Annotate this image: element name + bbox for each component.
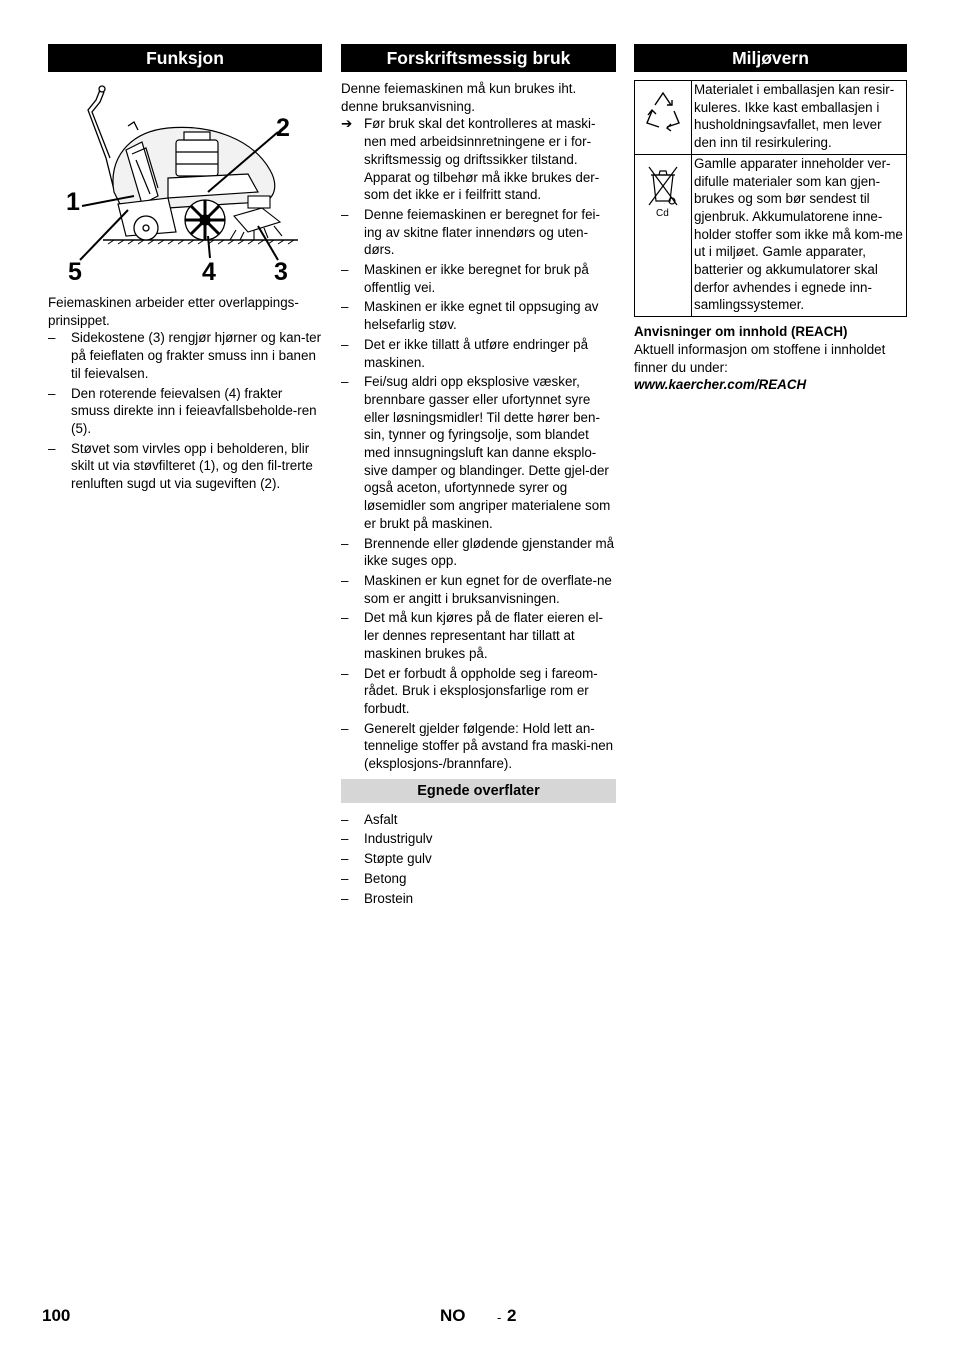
figure-label-5: 5 (68, 258, 82, 286)
figure-label-2: 2 (276, 114, 290, 142)
recycle-icon-cell (635, 81, 692, 155)
list-item: – Den roterende feievalsen (4) frakter smuss direkte inn i feieavfallsbeholde-ren (5). (48, 385, 317, 436)
list-item: – Det er forbudt å oppholde seg i fareom-rådet. Bruk i eksplosjonsfarlige rom er forbudt. (341, 665, 598, 716)
figure-label-4: 4 (202, 258, 216, 286)
footer-separator: - (497, 1310, 502, 1325)
crossed-bin-icon (643, 161, 683, 219)
list-item: – Betong (341, 870, 407, 886)
list-item: – Støpte gulv (341, 851, 432, 867)
list-item: ➔ Før bruk skal det kontrolleres at maski-nen med arbeidsinnretningene er i for-skriftsmessig og driftssikker tilstand. Apparat og tilbehør må ikke brukes der-som det ikke er i feilfritt stand. (341, 116, 600, 203)
list-item: – Støvet som virvles opp i beholderen, blir skilt ut via støvfilteret (1), og den fil-trerte renluften sugd ut via sugeviften (2). (48, 440, 313, 492)
surfaces-list (341, 811, 616, 908)
language-code: NO (440, 1306, 466, 1325)
funksjon-intro: Feiemaskinen arbeider etter overlappings-prinsippet. (48, 295, 299, 328)
list-item: – Sidekostene (3) rengjør hjørner og kan-ter på feieflaten og frakter smuss inn i banen til feievalsen. (48, 330, 322, 381)
bruk-list (341, 115, 616, 772)
recycle-icon (641, 87, 685, 135)
column-forskriftsmessig-bruk (341, 44, 616, 909)
bruk-intro: Denne feiemaskinen må kun brukes iht. denne bruksanvisning. (341, 81, 577, 114)
table-row (635, 154, 907, 316)
section-heading-funksjon: Funksjon (48, 44, 322, 72)
section-number: 2 (507, 1306, 517, 1325)
funksjon-list (48, 329, 322, 492)
environment-table (634, 80, 907, 317)
figure-label-1: 1 (66, 188, 80, 216)
recycle-text: Materialet i emballasjen kan resir-kuleres. Ikke kast emballasjen i husholdningsavfallet, men lever den inn til resirkulering. (692, 81, 907, 155)
table-row (635, 81, 907, 155)
section-heading-miljovern: Miljøvern (634, 44, 907, 72)
reach-link[interactable]: www.kaercher.com/REACH (634, 377, 807, 393)
page-number: 100 (42, 1306, 71, 1325)
figure-label-3: 3 (274, 258, 288, 286)
section-heading-forskriftsmessig-bruk: Forskriftsmessig bruk (341, 44, 616, 72)
list-item: – Maskinen er ikke beregnet for bruk på offentlig vei. (341, 262, 589, 295)
column-miljovern (634, 44, 907, 394)
disposal-text: Gamlle apparater inneholder ver-difulle materialer som kan gjen-brukes og som bør sendest til gjenbruk. Akkumulatorene inne-holder stoffer som ikke må kom-me ut i miljøet. Gamle apparater, batterier og akkumulatorer skal derfor avhendes i egnede inn-samlingssystemer. (692, 154, 907, 316)
reach-title: Anvisninger om innhold (REACH) (634, 324, 848, 340)
list-item: – Asfalt (341, 811, 398, 827)
column-funksjon (48, 44, 322, 495)
subheading-egnede-overflater: Egnede overflater (341, 779, 616, 803)
list-item: – Maskinen er ikke egnet til oppsuging av helsefarlig støv. (341, 299, 599, 333)
list-item: – Generelt gjelder følgende: Hold lett an-tennelige stoffer på avstand fra maski-nen (eksplosjons-/brannfare). (341, 720, 614, 772)
sweeper-diagram (48, 80, 322, 286)
list-item: – Denne feiemaskinen er beregnet for fei-ing av skitne flater innendørs og uten-dørs. (341, 206, 600, 258)
list-item: – Fei/sug aldri opp eksplosive væsker, brennbare gasser eller ufortynnet syre eller løsningsmidler! Til dette hører ben-sin, tynner og fyringsolje, som blandet med innsugningsluft kan danne eksplo-sive damper og blandinger. Dette gjel-der også aceton, ufortynnede syrer og løsemidler som angriper materialene som er brukt på maskinen. (341, 374, 611, 531)
crossed-bin-icon-cell (635, 154, 692, 316)
sweeper-illustration (48, 80, 322, 286)
list-item: – Det er ikke tillatt å utføre endringer på maskinen. (341, 336, 589, 370)
list-item: – Det må kun kjøres på de flater eieren el-ler dennes representant har tillatt at maskinen brukes på. (341, 610, 603, 661)
list-item: – Industrigulv (341, 831, 433, 847)
list-item: – Maskinen er kun egnet for de overflate-ne som er angitt i bruksanvisningen. (341, 572, 612, 606)
list-item: – Brostein (341, 890, 414, 906)
list-item: – Brennende eller glødende gjenstander må ikke suges opp. (341, 535, 615, 569)
cd-label: Cd (656, 207, 669, 219)
reach-text: Aktuell informasjon om stoffene i innholdet finner du under: (634, 341, 886, 375)
